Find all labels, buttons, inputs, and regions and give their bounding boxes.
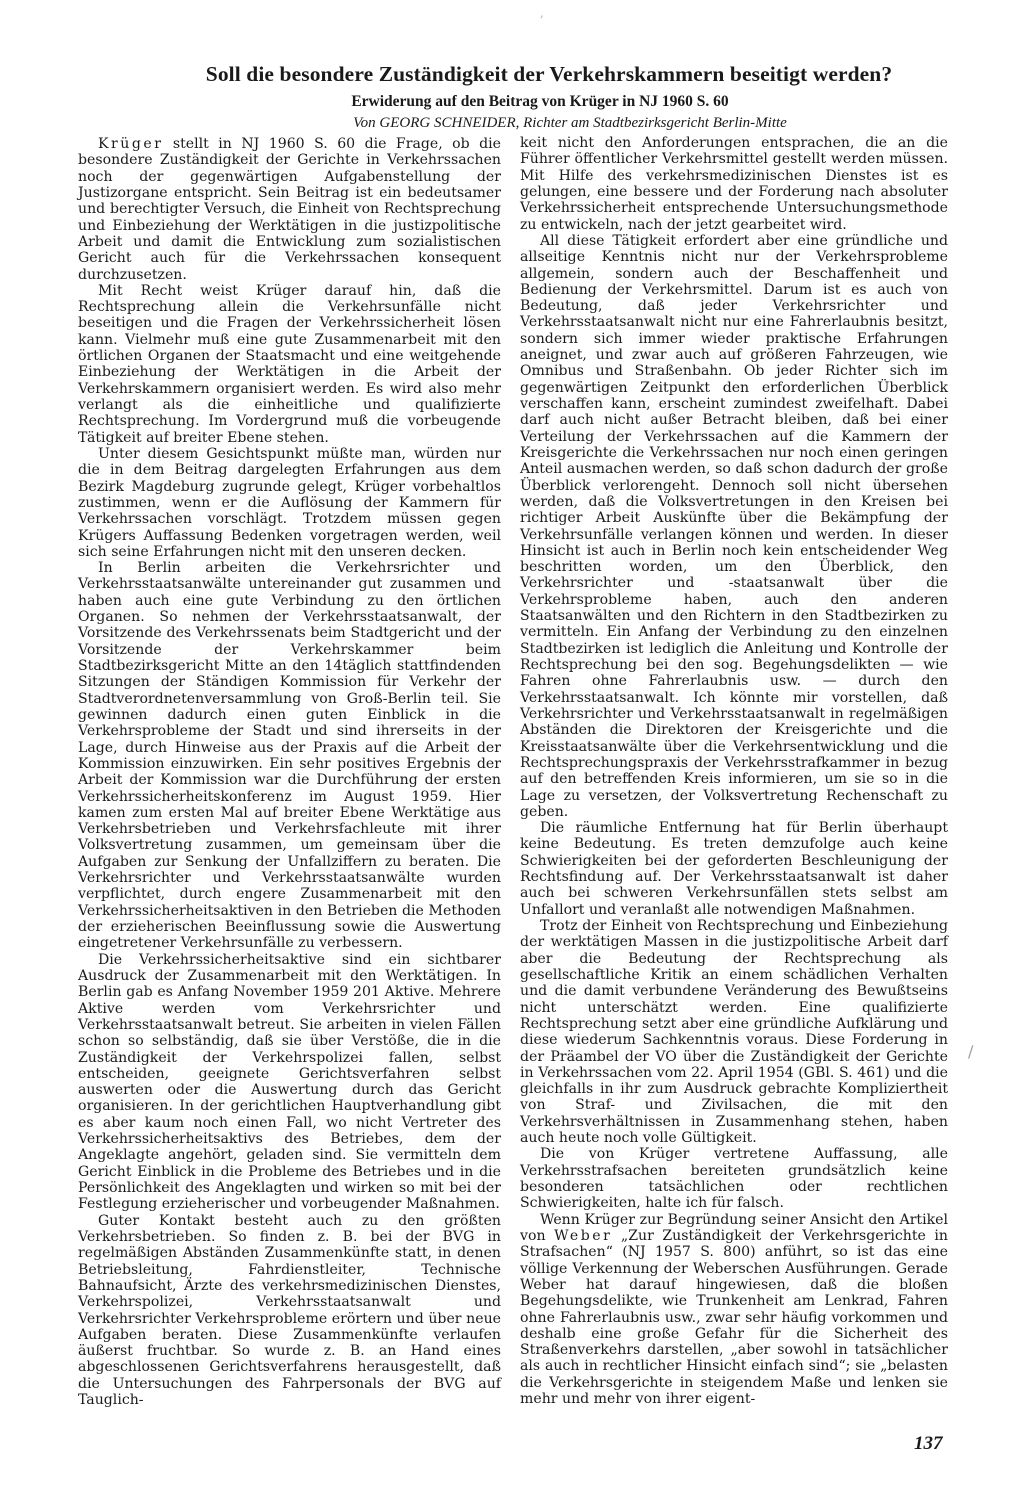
author-byline: Von GEORG SCHNEIDER, Richter am Stadtbezirksgericht Berlin-Mitte	[353, 115, 787, 131]
paragraph: Trotz der Einheit von Rechtsprechung und Einbeziehung der werktätigen Massen in die justizpolitische Arbeit darf aber die Bedeutung der Rechtsprechung als gesellschaftliche Kritik an einem schädlichen Verhalten und die damit verbundene Veränderung des Bewußtseins nicht unterschätzt werden. Eine qualifizierte Rechtsprechung setzt aber eine gründliche Aufklärung und diese wiederum Sachkenntnis voraus. Diese Forderung in der Präambel der VO über die Zuständigkeit der Gerichte in Verkehrssachen vom 22. April 1954 (GBl. S. 461) und die gleichfalls in ihr zum Ausdruck gebrachte Kompliziertheit von Straf- und Zivilsachen, die mit den Verkehrsverhältnissen in Zusammenhang stehen, haben auch heute noch volle Gültigkeit.	[520, 918, 948, 1147]
paragraph: Mit Recht weist Krüger darauf hin, daß die Rechtsprechung allein die Verkehrsunfälle nicht beseitigen und die Fragen der Verkehrssicherheit lösen kann. Vielmehr muß eine gute Zusammenarbeit mit den örtlichen Organen der Staatsmacht und eine weitgehende Einbeziehung der Werktätigen in die Arbeit der Verkehrskammern organisiert werden. Es wird also mehr verlangt als die einheitliche und qualifizierte Rechtsprechung. Im Vordergrund muß die vorbeugende Tätigkeit auf breiter Ebene stehen.	[78, 282, 501, 446]
paragraph: Guter Kontakt besteht auch zu den größten Verkehrsbetrieben. So finden z. B. bei der BVG in regelmäßigen Abständen Zusammenkünfte statt, in denen Betriebsleitung, Fahrdienstleiter, Technische Bahnaufsicht, Ärzte des verkehrsmedizinischen Dienstes, Verkehrspolizei, Verkehrsstaatsanwalt und Verkehrsrichter Verkehrsprobleme erörtern und über neue Aufgaben beraten. Diese Zusammenkünfte verlaufen äußerst fruchtbar. So wurde z. B. an Hand eines abgeschlossenen Gerichtsverfahrens herausgestellt, daß die Untersuchungen des Fahrpersonals der BVG auf Tauglich-	[78, 1212, 501, 1409]
paragraph: In Berlin arbeiten die Verkehrsrichter und Verkehrsstaatsanwälte untereinander gut zusammen und haben auch eine gute Verbindung zu den örtlichen Organen. So nehmen der Verkehrsstaatsanwalt, der Vorsitzende des Verkehrssenats beim Stadtgericht und der Vorsitzende der Verkehrskammer beim Stadtbezirksgericht Mitte an den 14täglich stattfindenden Sitzungen der Ständigen Kommission für Verkehr der Stadtverordnetenversammlung von Groß-Berlin teil. Sie gewinnen dadurch einen guten Einblick in die Verkehrsprobleme der Stadt und sind ihrerseits in der Lage, durch Hinweise aus der Praxis auf die Arbeit der Kommission einzuwirken. Ein sehr positives Ergebnis der Arbeit der Kommission war die Durchführung der ersten Verkehrssicherheitskonferenz im August 1959. Hier kamen zum ersten Mal auf breiter Ebene Werktätige aus Verkehrsbetrieben und Verkehrsfachleute mit ihrer Volksvertretung zusammen, um gemeinsam über die Aufgaben zur Senkung der Unfallziffern zu beraten. Die Verkehrsrichter und Verkehrsstaatsanwälte wurden verpflichtet, durch engere Zusammenarbeit mit den Verkehrssicherheitsaktiven in den Betrieben die Methoden der erzieherischen Beeinflussung sowie die Auswertung eingetretener Verkehrsunfälle zu verbessern.	[78, 560, 501, 952]
article-title: Soll die besondere Zuständigkeit der Verkehrskammern beseitigt werden?	[205, 62, 893, 86]
article-subtitle: Erwiderung auf den Beitrag von Krüger in NJ 1960 S. 60	[351, 93, 729, 110]
page-number: 137	[914, 1433, 943, 1454]
article-header	[80, 62, 960, 132]
paragraph: keit nicht den Anforderungen entsprachen, die an die Führer öffentlicher Verkehrsmittel gestellt werden müssen. Mit Hilfe des verkehrsmedizinischen Dienstes ist es gelungen, eine bessere und der Forderung nach absoluter Verkehrssicherheit entsprechende Untersuchungsmethode zu entwickeln, nach der jetzt gearbeitet wird.	[520, 135, 948, 233]
pencil-mark-icon: ∕	[968, 1042, 974, 1061]
spaced-name: Krüger	[98, 136, 164, 152]
right-column	[520, 135, 948, 1407]
scan-mark-icon: ,	[540, 6, 544, 20]
paragraph: Die von Krüger vertretene Auffassung, alle Verkehrsstrafsachen bereiteten grundsätzlich keine besonderen tatsächlichen oder rechtlichen Schwierigkeiten, halte ich für falsch.	[520, 1146, 948, 1212]
paragraph: Die räumliche Entfernung hat für Berlin überhaupt keine Bedeutung. Es treten demzufolge auch keine Schwierigkeiten bei der geforderten Beschleunigung der Rechtsfindung auf. Der Verkehrsstaatsanwalt ist daher auch bei schweren Verkehrsunfällen stets selbst am Unfallort und veranlaßt alle notwendigen Maßnahmen.	[520, 820, 948, 918]
paragraph: Wenn Krüger zur Begründung seiner Ansicht den Artikel von Weber „Zur Zuständigkeit der Verkehrsgerichte in Strafsachen“ (NJ 1957 S. 800) anführt, so ist das eine völlige Verkennung der Weberschen Ausführungen. Gerade Weber hat darauf hingewiesen, daß die bloßen Begehungsdelikte, wie Trunkenheit am Lenkrad, Fahren ohne Fahrerlaubnis usw., zwar sehr häufig vorkommen und deshalb eine große Gefahr für die Sicherheit des Straßenverkehrs darstellen, „aber sowohl in tatsächlicher als auch in rechtlicher Hinsicht einfach sind“; sie „belasten die Verkehrsgerichte in steigendem Maße und lenken sie mehr und mehr von ihrer eigent-	[520, 1211, 948, 1408]
paragraph: All diese Tätigkeit erfordert aber eine gründliche und allseitige Kenntnis nicht nur der Verkehrsprobleme allgemein, sondern auch der Beschaffenheit und Bedienung der Verkehrsmittel. Darum ist es auch von Bedeutung, daß jeder Verkehrsrichter und Verkehrsstaatsanwalt nicht nur eine Fahrerlaubnis besitzt, sondern sich immer wieder praktische Erfahrungen aneignet, und zwar auch auf größeren Fahrzeugen, wie Omnibus und Straßenbahn. Ob jeder Richter sich im gegenwärtigen Zeitpunkt den erforderlichen Überblick verschaffen kann, erscheint zumindest zweifelhaft. Dabei darf auch nicht außer Betracht bleiben, daß bei einer Verteilung der Verkehrssachen auf die Kammern der Kreisgerichte die Verkehrssachen nur noch einen geringen Anteil ausmachen werden, so daß schon dadurch der große Überblick verlorengeht. Dennoch soll nicht übersehen werden, daß die Volksvertretungen in den Kreisen bei richtiger Arbeit Auskünfte über die Bekämpfung der Verkehrsunfälle verlangen können und werden. In dieser Hinsicht ist auch in Berlin noch kein entscheidender Weg beschritten worden, um den Überblick, den Verkehrsrichter und -staatsanwalt über die Verkehrsprobleme haben, auch den anderen Staatsanwälten und den Richtern in den Stadtbezirken zu vermitteln. Ein Anfang der Verbindung zu den einzelnen Stadtbezirken ist lediglich die Anleitung und Kontrolle der Rechtsprechung bei den sog. Begehungsdelikten — wie Fahren ohne Fahrerlaubnis usw. — durch den Verkehrsstaatsanwalt. Ich könnte mir vorstellen, daß Verkehrsrichter und Verkehrsstaatsanwalt in regelmäßigen Abständen die Direktoren der Kreisgerichte und die Kreisstaatsanwälte über die Verkehrsentwicklung und die Rechtsprechungspraxis der Verkehrsstrafkammer in bezug auf den betreffenden Kreis informieren, um sie so in die Lage zu versetzen, der Volksvertretung Rechenschaft zu geben.	[520, 232, 948, 820]
spaced-name: Weber	[554, 1227, 613, 1244]
paragraph: Die Verkehrssicherheitsaktive sind ein sichtbarer Ausdruck der Zusammenarbeit mit den Werktätigen. In Berlin gab es Anfang November 1959 201 Aktive. Mehrere Aktive werden vom Verkehrsrichter und Verkehrsstaatsanwalt betreut. Sie arbeiten in vielen Fällen schon so selbständig, daß sie über Verstöße, die in die Zuständigkeit der Verkehrspolizei fallen, selbst entscheiden, geeignete Gerichtsverfahren selbst auswerten oder die Auswertung durch das Gericht organisieren. In der gerichtlichen Hauptverhandlung gibt es aber kaum noch einen Fall, wo nicht Vertreter des Verkehrssicherheitsaktivs des Betriebes, dem der Angeklagte angehört, geladen sind. Sie vermitteln dem Gericht Einblick in die Probleme des Betriebes und in die Persönlichkeit des Angeklagten und wirken so mit bei der Festlegung erzieherischer und vorbeugender Maßnahmen.	[78, 951, 501, 1213]
paragraph: Krüger stellt in NJ 1960 S. 60 die Frage, ob die besondere Zuständigkeit der Gerichte in Verkehrssachen noch der gegenwärtigen Aufgabenstellung der Justizorgane entspricht. Sein Beitrag ist ein bedeutsamer und berechtigter Versuch, die Einheit von Rechtsprechung und Einbeziehung der Werktätigen in die justizpolitische Arbeit und damit die Entwicklung zum sozialistischen Gericht auch für die Verkehrssachen konsequent durchzusetzen.	[78, 136, 501, 283]
paragraph: Unter diesem Gesichtspunkt müßte man, würden nur die in dem Beitrag dargelegten Erfahrungen aus dem Bezirk Magdeburg zugrunde gelegt, Krüger vorbehaltlos zustimmen, wenn er die Auflösung der Kammern für Verkehrssachen vorschlägt. Trotzdem müssen gegen Krügers Auffassung Bedenken vorgetragen werden, weil sich seine Erfahrungen nicht mit den unseren decken.	[78, 445, 501, 560]
left-column	[78, 136, 501, 1408]
